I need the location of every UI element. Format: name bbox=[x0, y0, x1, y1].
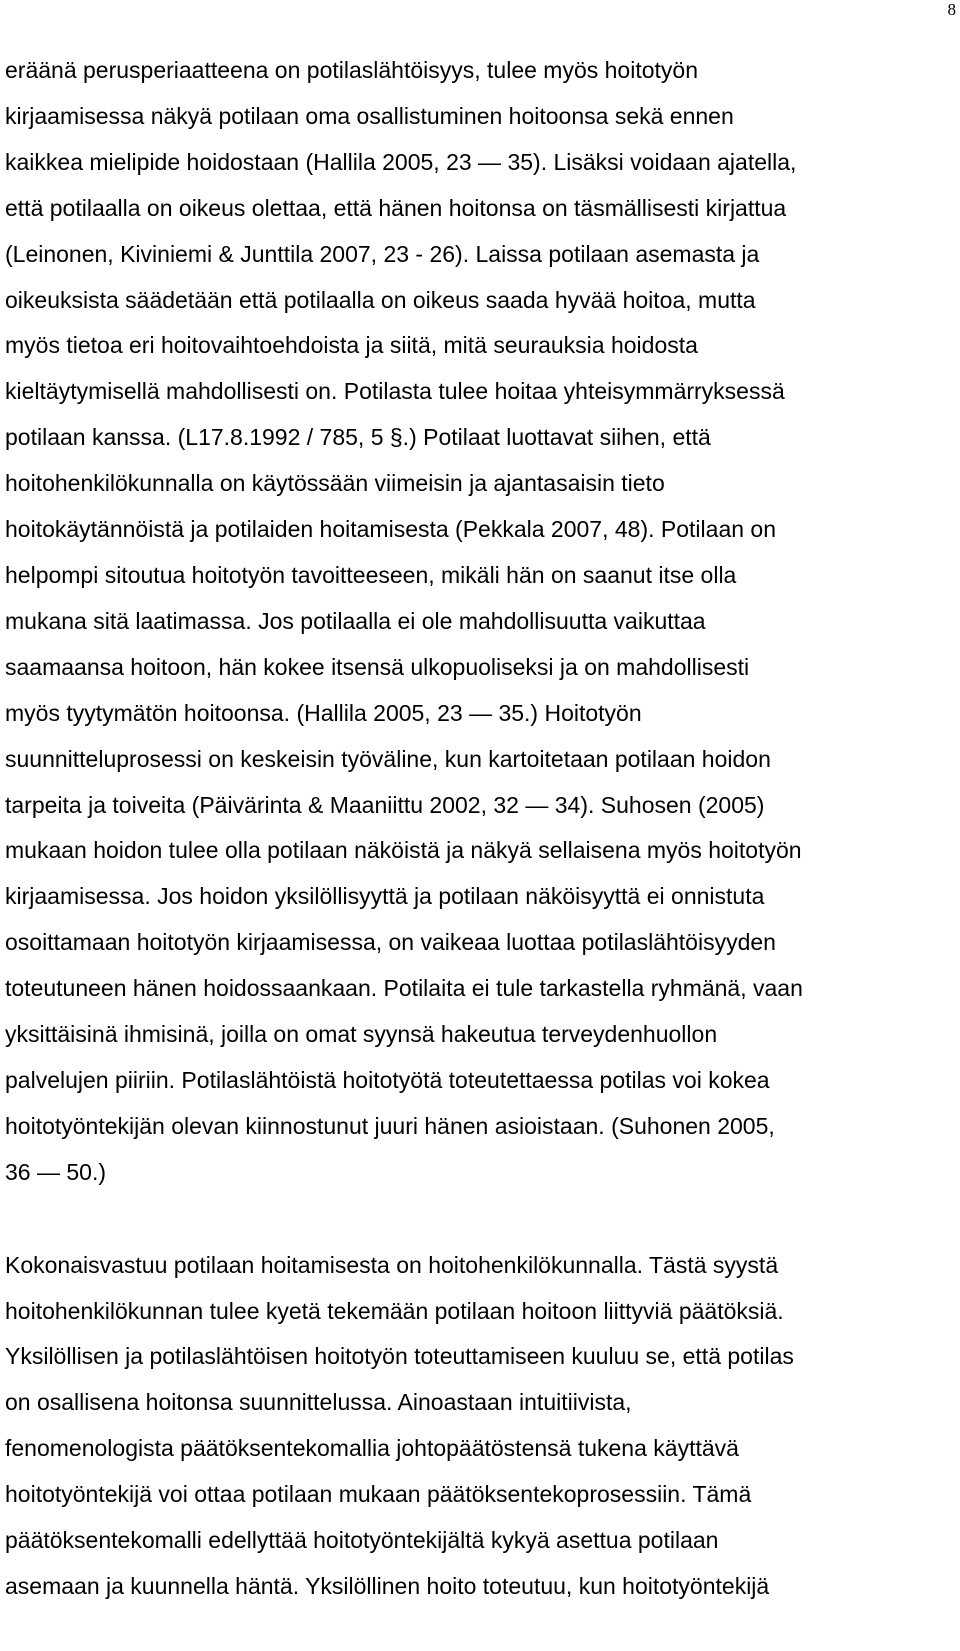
text-line: asemaan ja kuunnella häntä. Yksilöllinen hoito toteutuu, kun hoitotyöntekijä bbox=[5, 1573, 770, 1599]
text-line: hoitohenkilökunnan tulee kyetä tekemään potilaan hoitoon liittyviä päätöksiä. bbox=[5, 1297, 784, 1324]
text-line: Kokonaisvastuu potilaan hoitamisesta on hoitohenkilökunnalla. Tästä syystä bbox=[5, 1251, 779, 1278]
paragraph-2 bbox=[5, 1243, 957, 1610]
text-line: (Leinonen, Kiviniemi & Junttila 2007, 23 - 26). Laissa potilaan asemasta ja bbox=[5, 240, 760, 267]
paragraph-1 bbox=[5, 48, 957, 1196]
text-line: palvelujen piiriin. Potilaslähtöistä hoitotyötä toteutettaessa potilas voi kokea bbox=[5, 1066, 770, 1093]
text-line: saamaansa hoitoon, hän kokee itsensä ulkopuoliseksi ja on mahdollisesti bbox=[5, 653, 750, 680]
text-line: Yksilöllisen ja potilaslähtöisen hoitotyön toteuttamiseen kuuluu se, että potilas bbox=[5, 1343, 794, 1370]
text-line: myös tyytymätön hoitoonsa. (Hallila 2005, 23 — 35.) Hoitotyön bbox=[5, 699, 642, 726]
text-line: mukaan hoidon tulee olla potilaan näköistä ja näkyä sellaisena myös hoitotyön bbox=[5, 837, 802, 864]
paragraph-spacer bbox=[5, 1196, 957, 1243]
text-line: toteutuneen hänen hoidossaankaan. Potilaita ei tule tarkastella ryhmänä, vaan bbox=[5, 975, 803, 1002]
text-line: kirjaamisessa näkyä potilaan oma osallistuminen hoitoonsa sekä ennen bbox=[5, 102, 734, 129]
text-line: on osallisena hoitonsa suunnittelussa. Ainoastaan intuitiivista, bbox=[5, 1389, 632, 1416]
text-line: potilaan kanssa. (L17.8.1992 / 785, 5 §.) Potilaat luottavat siihen, että bbox=[5, 424, 711, 451]
text-line: hoitotyöntekijän olevan kiinnostunut juuri hänen asioistaan. (Suhonen 2005, bbox=[5, 1112, 775, 1139]
text-line: kieltäytymisellä mahdollisesti on. Potilasta tulee hoitaa yhteisymmärryksessä bbox=[5, 378, 785, 405]
text-line: hoitotyöntekijä voi ottaa potilaan mukaan päätöksentekoprosessiin. Tämä bbox=[5, 1481, 752, 1508]
text-line: myös tietoa eri hoitovaihtoehdoista ja siitä, mitä seurauksia hoidosta bbox=[5, 332, 698, 359]
text-line: hoitohenkilökunnalla on käytössään viimeisin ja ajantasaisin tieto bbox=[5, 470, 665, 497]
text-line: tarpeita ja toiveita (Päivärinta & Maaniittu 2002, 32 — 34). Suhosen (2005) bbox=[5, 791, 765, 818]
text-line: että potilaalla on oikeus olettaa, että hänen hoitonsa on täsmällisesti kirjattua bbox=[5, 194, 787, 221]
text-line: hoitokäytännöistä ja potilaiden hoitamisesta (Pekkala 2007, 48). Potilaan on bbox=[5, 516, 776, 543]
document-body bbox=[5, 48, 957, 1610]
text-line: yksittäisinä ihmisinä, joilla on omat syynsä hakeutua terveydenhuollon bbox=[5, 1021, 718, 1048]
text-line: suunnitteluprosessi on keskeisin työväline, kun kartoitetaan potilaan hoidon bbox=[5, 745, 771, 772]
text-line: oikeuksista säädetään että potilaalla on oikeus saada hyvää hoitoa, mutta bbox=[5, 286, 756, 313]
text-line: 36 — 50.) bbox=[5, 1158, 106, 1185]
text-line: mukana sitä laatimassa. Jos potilaalla ei ole mahdollisuutta vaikuttaa bbox=[5, 607, 706, 634]
text-line: osoittamaan hoitotyön kirjaamisessa, on vaikeaa luottaa potilaslähtöisyyden bbox=[5, 929, 776, 956]
text-line: päätöksentekomalli edellyttää hoitotyöntekijältä kykyä asettua potilaan bbox=[5, 1527, 719, 1554]
text-line: helpompi sitoutua hoitotyön tavoitteeseen, mikäli hän on saanut itse olla bbox=[5, 561, 737, 588]
text-line: eräänä perusperiaatteena on potilaslähtöisyys, tulee myös hoitotyön bbox=[5, 57, 698, 83]
text-line: kaikkea mielipide hoidostaan (Hallila 2005, 23 — 35). Lisäksi voidaan ajatella, bbox=[5, 148, 797, 175]
text-line: fenomenologista päätöksentekomallia johtopäätöstensä tukena käyttävä bbox=[5, 1435, 739, 1462]
text-line: kirjaamisessa. Jos hoidon yksilöllisyyttä ja potilaan näköisyyttä ei onnistuta bbox=[5, 883, 765, 910]
page-number: 8 bbox=[947, 0, 956, 19]
